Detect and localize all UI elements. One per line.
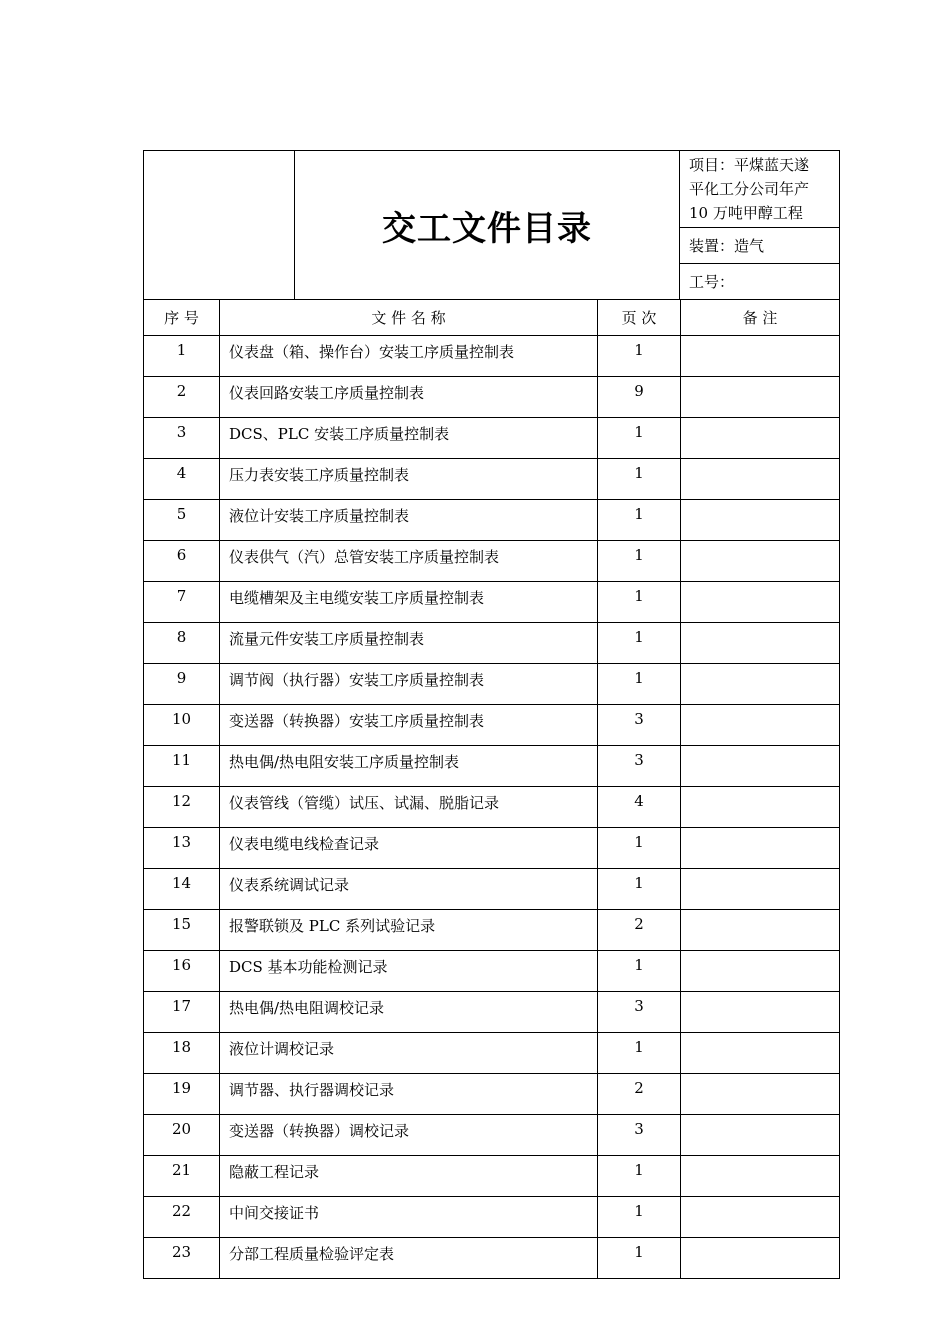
table-row [144,787,840,828]
row-number: 11 [144,746,220,787]
row-number: 20 [144,1115,220,1156]
table-row [144,1074,840,1115]
row-file-name: 分部工程质量检验评定表 [220,1238,598,1279]
row-remark [681,869,840,910]
row-number: 7 [144,582,220,623]
row-file-name: 热电偶/热电阻安装工序质量控制表 [220,746,598,787]
table-body [144,336,840,1279]
row-remark [681,1238,840,1279]
row-file-name: 仪表电缆电线检查记录 [220,828,598,869]
table-row [144,1156,840,1197]
row-remark [681,746,840,787]
row-number: 1 [144,336,220,377]
row-pages: 1 [598,869,681,910]
row-remark [681,828,840,869]
row-pages: 1 [598,1238,681,1279]
row-number: 16 [144,951,220,992]
title-cell [295,151,680,300]
row-remark [681,336,840,377]
row-pages: 9 [598,377,681,418]
row-number: 4 [144,459,220,500]
row-number: 19 [144,1074,220,1115]
table-row [144,1115,840,1156]
row-number: 2 [144,377,220,418]
table-header-row [144,300,840,336]
row-pages: 1 [598,500,681,541]
row-number: 18 [144,1033,220,1074]
table-row [144,869,840,910]
table-row [144,992,840,1033]
row-number: 15 [144,910,220,951]
row-number: 12 [144,787,220,828]
header-pages: 页 次 [598,300,681,336]
table-row [144,582,840,623]
row-number: 3 [144,418,220,459]
row-pages: 1 [598,1197,681,1238]
row-file-name: 中间交接证书 [220,1197,598,1238]
row-number: 22 [144,1197,220,1238]
row-pages: 1 [598,623,681,664]
row-remark [681,787,840,828]
row-number: 14 [144,869,220,910]
row-file-name: 隐蔽工程记录 [220,1156,598,1197]
table-row [144,951,840,992]
row-remark [681,459,840,500]
row-pages: 3 [598,746,681,787]
table-row [144,500,840,541]
table-row [144,828,840,869]
document-sheet [143,150,839,1279]
project-line-1: 项目：平煤蓝天遂 [689,156,810,174]
row-remark [681,910,840,951]
work-no-label: 工号： [689,272,735,291]
row-file-name: 仪表系统调试记录 [220,869,598,910]
device-cell [680,228,840,264]
row-remark [681,664,840,705]
table-row [144,664,840,705]
project-line-3: 10 万吨甲醇工程 [689,204,803,222]
header-remark: 备 注 [681,300,840,336]
table-row [144,910,840,951]
table-row [144,1238,840,1279]
row-pages: 3 [598,705,681,746]
row-file-name: 液位计调校记录 [220,1033,598,1074]
row-remark [681,1115,840,1156]
header-no: 序 号 [144,300,220,336]
row-file-name: 仪表回路安装工序质量控制表 [220,377,598,418]
row-pages: 1 [598,664,681,705]
row-pages: 1 [598,418,681,459]
row-number: 13 [144,828,220,869]
row-file-name: 压力表安装工序质量控制表 [220,459,598,500]
document-title: 交工文件目录 [382,208,592,249]
device-label: 装置：造气 [689,236,765,255]
row-file-name: DCS、PLC 安装工序质量控制表 [220,418,598,459]
row-file-name: 仪表管线（管缆）试压、试漏、脱脂记录 [220,787,598,828]
row-remark [681,623,840,664]
row-pages: 1 [598,336,681,377]
header-name: 文 件 名 称 [220,300,598,336]
row-pages: 1 [598,459,681,500]
row-remark [681,992,840,1033]
row-number: 5 [144,500,220,541]
row-pages: 1 [598,1156,681,1197]
row-remark [681,1197,840,1238]
work-no-cell [680,264,840,300]
row-remark [681,418,840,459]
row-number: 21 [144,1156,220,1197]
row-remark [681,1156,840,1197]
table-row [144,705,840,746]
row-file-name: 流量元件安装工序质量控制表 [220,623,598,664]
row-number: 10 [144,705,220,746]
row-pages: 1 [598,582,681,623]
table-row [144,377,840,418]
table-row [144,459,840,500]
row-file-name: 仪表供气（汽）总管安装工序质量控制表 [220,541,598,582]
row-file-name: 调节阀（执行器）安装工序质量控制表 [220,664,598,705]
row-file-name: 液位计安装工序质量控制表 [220,500,598,541]
row-pages: 4 [598,787,681,828]
row-pages: 1 [598,951,681,992]
row-pages: 3 [598,1115,681,1156]
row-file-name: DCS 基本功能检测记录 [220,951,598,992]
row-pages: 1 [598,1033,681,1074]
table-row [144,418,840,459]
row-file-name: 报警联锁及 PLC 系列试验记录 [220,910,598,951]
row-file-name: 变送器（转换器）调校记录 [220,1115,598,1156]
row-pages: 1 [598,541,681,582]
row-number: 8 [144,623,220,664]
table-row [144,336,840,377]
table-row [144,623,840,664]
row-pages: 1 [598,828,681,869]
row-remark [681,582,840,623]
row-pages: 2 [598,1074,681,1115]
table-row [144,1033,840,1074]
row-number: 6 [144,541,220,582]
row-remark [681,1033,840,1074]
row-number: 23 [144,1238,220,1279]
row-file-name: 热电偶/热电阻调校记录 [220,992,598,1033]
row-number: 9 [144,664,220,705]
project-cell [680,151,840,228]
row-remark [681,500,840,541]
logo-area [144,151,295,300]
table-row [144,1197,840,1238]
row-file-name: 电缆槽架及主电缆安装工序质量控制表 [220,582,598,623]
row-remark [681,377,840,418]
row-remark [681,951,840,992]
row-file-name: 变送器（转换器）安装工序质量控制表 [220,705,598,746]
row-file-name: 仪表盘（箱、操作台）安装工序质量控制表 [220,336,598,377]
row-file-name: 调节器、执行器调校记录 [220,1074,598,1115]
row-remark [681,541,840,582]
project-line-2: 平化工分公司年产 [689,180,810,198]
row-pages: 2 [598,910,681,951]
row-number: 17 [144,992,220,1033]
table-row [144,541,840,582]
row-remark [681,1074,840,1115]
file-list-table [143,299,840,1279]
row-remark [681,705,840,746]
header-table [143,150,840,300]
row-pages: 3 [598,992,681,1033]
table-row [144,746,840,787]
